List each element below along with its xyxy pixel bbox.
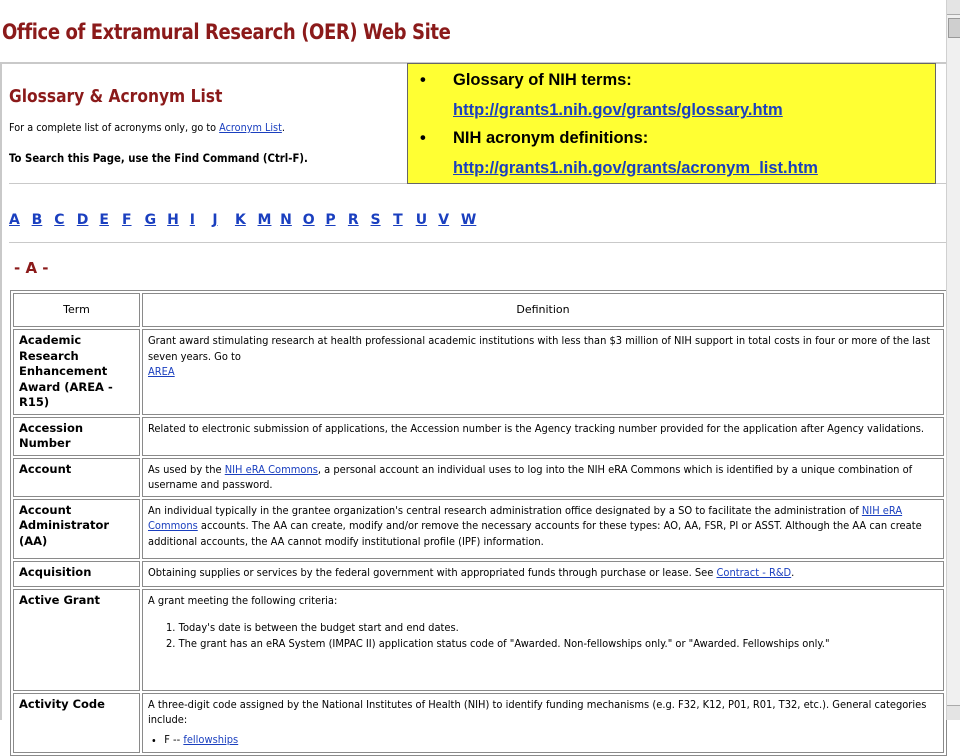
- acronym-url-link[interactable]: http://grants1.nih.gov/grants/acronym_list.htm: [453, 159, 818, 177]
- glossary-table: [10, 290, 947, 756]
- definition-cell: [142, 458, 944, 497]
- table-row: [13, 499, 944, 559]
- term-cell: Account: [13, 458, 140, 497]
- list-item: [164, 732, 937, 748]
- definition-cell: [142, 499, 944, 559]
- definition-cell: [142, 417, 944, 456]
- table-header-row: [13, 293, 944, 327]
- definition-text: Obtaining supplies or services by the federal government with appropriated funds through purchase or lease. See: [148, 565, 714, 579]
- era-commons-link[interactable]: NIH eRA Commons: [148, 503, 903, 532]
- letter-link-j[interactable]: J: [212, 212, 218, 228]
- definition-text: Related to electronic submission of applications, the Accession number is the Agency tracking number provided for the application after Agency validations.: [148, 421, 925, 435]
- bullet-icon: •: [420, 71, 426, 89]
- letter-link-v[interactable]: V: [438, 212, 450, 228]
- category-prefix: F --: [164, 732, 181, 746]
- letter-link-a[interactable]: A: [9, 212, 20, 228]
- area-link[interactable]: AREA: [148, 365, 175, 378]
- definition-text: .: [791, 565, 795, 579]
- letter-link-i[interactable]: I: [189, 212, 195, 228]
- table-row: [13, 458, 944, 497]
- term-cell: Active Grant: [13, 589, 140, 691]
- category-list: [148, 732, 937, 748]
- scroll-down-arrow-icon[interactable]: [947, 705, 960, 720]
- letter-link-p[interactable]: P: [325, 212, 336, 228]
- letter-link-c[interactable]: C: [54, 212, 65, 228]
- definition-cell: [142, 589, 944, 691]
- intro-text: For a complete list of acronyms only, go to: [9, 121, 217, 134]
- table-row: [13, 589, 944, 691]
- letter-link-s[interactable]: S: [370, 212, 381, 228]
- term-cell: Activity Code: [13, 693, 140, 753]
- page-header: [0, 0, 946, 64]
- definition-text: accounts. The AA can create, modify and/or remove the necessary accounts for these types: AO, AA, FSR, PI or ASST. Although the AA can create additional accounts, the AA cannot modify institutional profile (IPF) information.: [148, 519, 922, 548]
- contract-rd-link[interactable]: Contract - R&D: [716, 565, 792, 579]
- letter-link-n[interactable]: N: [280, 212, 292, 228]
- yellow-callout-box: [407, 63, 936, 184]
- definition-column-header: Definition: [142, 293, 944, 327]
- definition-text: A three-digit code assigned by the National Institutes of Health (NIH) to identify funding mechanisms (e.g. F32, K12, P01, R01, T32, etc.). General categories include:: [148, 697, 927, 726]
- glossary-heading: Glossary & Acronym List: [9, 86, 223, 107]
- vertical-scrollbar[interactable]: [946, 0, 960, 720]
- callout-label: NIH acronym definitions:: [453, 129, 649, 147]
- site-title: Office of Extramural Research (OER) Web Site: [2, 20, 451, 44]
- acronym-list-intro: [9, 121, 285, 134]
- letter-link-w[interactable]: W: [460, 212, 477, 228]
- term-cell: Acquisition: [13, 561, 140, 587]
- intro-end: .: [281, 121, 285, 134]
- letter-link-m[interactable]: M: [257, 212, 272, 228]
- letter-link-u[interactable]: U: [415, 212, 428, 228]
- definition-text: A grant meeting the following criteria:: [148, 593, 338, 607]
- definition-text: Grant award stimulating research at health professional academic institutions with less than $3 million of NIH support in total costs in four or more of the last seven years. Go to: [148, 334, 931, 363]
- letter-link-h[interactable]: H: [167, 212, 179, 228]
- callout-label: Glossary of NIH terms:: [453, 71, 632, 89]
- scroll-up-arrow-icon[interactable]: [947, 0, 960, 15]
- era-commons-link[interactable]: NIH eRA Commons: [224, 462, 318, 476]
- acronym-list-link[interactable]: Acronym List: [219, 121, 282, 134]
- divider: [9, 242, 946, 243]
- scroll-thumb[interactable]: [948, 18, 960, 38]
- term-cell: Account Administrator (AA): [13, 499, 140, 559]
- term-column-header: Term: [13, 293, 140, 327]
- definition-cell: [142, 693, 944, 753]
- letter-link-t[interactable]: T: [393, 212, 403, 228]
- term-cell: Academic Research Enhancement Award (AREA - R15): [13, 329, 140, 415]
- definition-text: As used by the: [148, 462, 222, 476]
- letter-link-o[interactable]: O: [302, 212, 315, 228]
- definition-cell: [142, 561, 944, 587]
- letter-link-e[interactable]: E: [99, 212, 109, 228]
- section-letter-heading: - A -: [14, 259, 49, 277]
- bullet-icon: •: [420, 129, 426, 147]
- term-cell: Accession Number: [13, 417, 140, 456]
- letter-link-k[interactable]: K: [234, 212, 246, 228]
- letter-link-r[interactable]: R: [347, 212, 359, 228]
- letter-link-f[interactable]: F: [121, 212, 132, 228]
- list-item: 1. Today's date is between the budget start and end dates.: [179, 620, 938, 636]
- definition-text: , a personal account an individual uses to log into the NIH eRA Commons which is identified by a unique combination of username and password.: [148, 462, 913, 491]
- definition-text: An individual typically in the grantee organization's central research administration office designated by a SO to facilitate the administration of: [148, 503, 859, 517]
- letter-link-b[interactable]: B: [31, 212, 43, 228]
- table-row: [13, 329, 944, 415]
- list-item: 2. The grant has an eRA System (IMPAC II) application status code of "Awarded. Non-fellowships only." or "Awarded. Fellowships only.": [179, 636, 938, 652]
- table-row: [13, 693, 944, 753]
- left-border: [0, 64, 2, 720]
- fellowships-link[interactable]: fellowships: [183, 732, 239, 746]
- criteria-list: [148, 620, 937, 651]
- letter-link-g[interactable]: G: [144, 212, 157, 228]
- letter-index-nav: [9, 212, 483, 230]
- glossary-url-link[interactable]: http://grants1.nih.gov/grants/glossary.htm: [453, 101, 783, 119]
- letter-link-d[interactable]: D: [76, 212, 89, 228]
- definition-cell: [142, 329, 944, 415]
- table-row: [13, 561, 944, 587]
- search-tip: To Search this Page, use the Find Command (Ctrl-F).: [9, 151, 308, 165]
- table-row: [13, 417, 944, 456]
